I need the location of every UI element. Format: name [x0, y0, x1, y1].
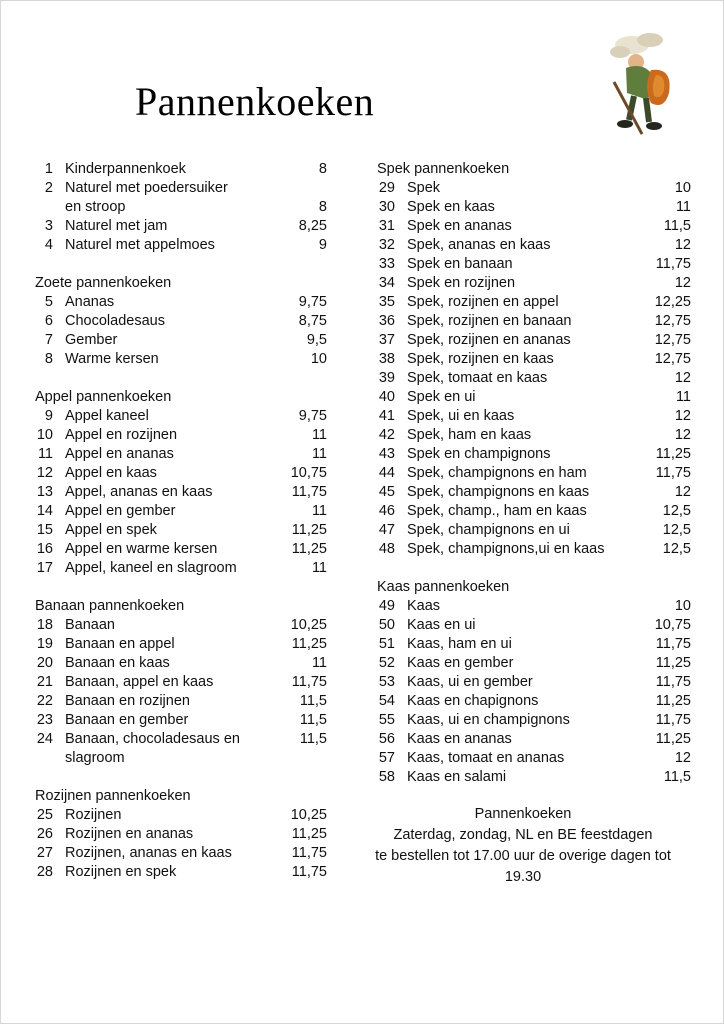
- item-number: 1: [44, 161, 53, 177]
- item-price: 11,5: [663, 769, 691, 785]
- item-price: 8: [318, 161, 327, 177]
- item-name: Spek en rozijnen: [407, 275, 516, 291]
- item-name: Kaas en gember: [407, 655, 514, 671]
- item-name: Banaan, chocoladesaus en: [65, 731, 240, 747]
- item-price: 11,25: [655, 731, 691, 747]
- menu-item: [377, 673, 691, 692]
- menu-item: [377, 502, 691, 521]
- section-header: Zoete pannenkoeken: [35, 275, 172, 291]
- item-number: 4: [44, 237, 53, 253]
- item-number: 5: [44, 294, 53, 310]
- menu-item: [35, 673, 327, 692]
- item-number: 9: [44, 408, 53, 424]
- menu-item: [377, 407, 691, 426]
- item-price: 11,75: [291, 674, 327, 690]
- section-header: Rozijnen pannenkoeken: [35, 788, 191, 804]
- menu-item: [35, 236, 327, 255]
- item-price: 10,25: [290, 617, 327, 633]
- item-number: 42: [378, 427, 395, 443]
- item-name: Spek en ananas: [407, 218, 512, 234]
- item-price: 9,75: [298, 408, 327, 424]
- item-name: Chocoladesaus: [65, 313, 165, 329]
- item-name: Appel en warme kersen: [65, 541, 218, 557]
- menu-rows-left: [35, 160, 327, 882]
- item-name: Spek en kaas: [407, 199, 495, 215]
- item-number: 38: [378, 351, 395, 367]
- footer-note: [355, 804, 691, 888]
- item-number: 37: [378, 332, 395, 348]
- item-price: 11: [311, 655, 327, 671]
- item-name: slagroom: [65, 750, 125, 766]
- item-name: Kaas en ui: [407, 617, 476, 633]
- item-number: 19: [36, 636, 53, 652]
- menu-item: [35, 730, 327, 749]
- item-price: 11,25: [291, 826, 327, 842]
- item-name: Spek, ananas en kaas: [407, 237, 551, 253]
- item-number: 22: [36, 693, 53, 709]
- item-number: 8: [44, 351, 53, 367]
- menu-item: [35, 445, 327, 464]
- menu-item: [377, 331, 691, 350]
- item-number: 54: [378, 693, 395, 709]
- menu-item: [35, 179, 327, 198]
- menu-item: [35, 635, 327, 654]
- item-number: 45: [378, 484, 395, 500]
- item-name: Naturel met jam: [65, 218, 168, 234]
- item-price: 11,5: [299, 712, 327, 728]
- item-price: 10: [674, 180, 691, 196]
- menu-item: [377, 635, 691, 654]
- item-name: Kaas en salami: [407, 769, 507, 785]
- item-name: Spek en ui: [407, 389, 476, 405]
- menu-item: [35, 407, 327, 426]
- menu-item: [35, 483, 327, 502]
- menu-item: [377, 464, 691, 483]
- item-name: Rozijnen en spek: [65, 864, 177, 880]
- item-number: 47: [378, 522, 395, 538]
- item-price: 12,25: [654, 294, 691, 310]
- item-name: Appel en spek: [65, 522, 157, 538]
- item-number: 57: [378, 750, 395, 766]
- item-number: 35: [378, 294, 395, 310]
- item-name: Spek, rozijnen en banaan: [407, 313, 572, 329]
- item-number: 49: [378, 598, 395, 614]
- item-price: 11,25: [655, 446, 691, 462]
- item-number: 36: [378, 313, 395, 329]
- item-price: 11,75: [291, 484, 327, 500]
- footer-line-3: te bestellen tot 17.00 uur de overige dagen tot 19.30: [375, 848, 671, 885]
- item-number: 12: [36, 465, 53, 481]
- item-name: Ananas: [65, 294, 115, 310]
- menu-item: [377, 768, 691, 787]
- item-name: Gember: [65, 332, 118, 348]
- section-header: Banaan pannenkoeken: [35, 598, 185, 614]
- item-number: 39: [378, 370, 395, 386]
- item-number: 46: [378, 503, 395, 519]
- menu-item: [377, 293, 691, 312]
- item-price: 11,5: [299, 731, 327, 747]
- menu-item: [35, 502, 327, 521]
- item-name: Kinderpannenkoek: [65, 161, 186, 177]
- menu-item: [377, 483, 691, 502]
- item-name: Appel en gember: [65, 503, 176, 519]
- item-number: 16: [36, 541, 53, 557]
- item-number: 43: [378, 446, 395, 462]
- item-name: Spek, champignons en kaas: [407, 484, 590, 500]
- menu-item: [35, 559, 327, 578]
- item-price: 12: [674, 408, 691, 424]
- item-number: 13: [36, 484, 53, 500]
- item-name: Spek, champignons,ui en kaas: [407, 541, 605, 557]
- item-number: 33: [378, 256, 395, 272]
- menu-item: [35, 217, 327, 236]
- section-header: Spek pannenkoeken: [377, 161, 510, 177]
- item-name: Banaan en appel: [65, 636, 175, 652]
- item-number: 30: [378, 199, 395, 215]
- item-price: 12,5: [662, 522, 691, 538]
- menu-item: [35, 711, 327, 730]
- item-name: Kaas, ui en champignons: [407, 712, 570, 728]
- item-price: 9,5: [306, 332, 327, 348]
- menu-item: [377, 749, 691, 768]
- item-name: Kaas, tomaat en ananas: [407, 750, 565, 766]
- item-price: 12,5: [662, 541, 691, 557]
- item-price: 11,5: [299, 693, 327, 709]
- menu-item: [35, 749, 327, 768]
- item-price: 11,75: [291, 864, 327, 880]
- item-price: 11,25: [291, 541, 327, 557]
- pancake-seller-illustration: [596, 30, 686, 140]
- item-number: 25: [36, 807, 53, 823]
- menu-item: [35, 540, 327, 559]
- item-number: 34: [378, 275, 395, 291]
- menu-item: [377, 597, 691, 616]
- page-title: Pannenkoeken: [135, 79, 375, 124]
- item-number: 18: [36, 617, 53, 633]
- menu-item: [377, 445, 691, 464]
- item-price: 12: [674, 237, 691, 253]
- menu-item: [35, 521, 327, 540]
- item-price: 11: [311, 503, 327, 519]
- menu-item: [377, 236, 691, 255]
- menu-item: [35, 312, 327, 331]
- item-name: Banaan en rozijnen: [65, 693, 190, 709]
- item-price: 10,75: [654, 617, 691, 633]
- boot-shape: [617, 120, 633, 128]
- item-price: 12: [674, 427, 691, 443]
- item-name: Naturel met poedersuiker: [65, 180, 228, 196]
- item-price: 12: [674, 275, 691, 291]
- item-number: 32: [378, 237, 395, 253]
- menu-item: [377, 179, 691, 198]
- item-name: Rozijnen: [65, 807, 122, 823]
- item-name: Spek: [407, 180, 441, 196]
- item-name: Spek, champignons en ham: [407, 465, 587, 481]
- item-number: 44: [378, 465, 395, 481]
- item-price: 12,5: [662, 503, 691, 519]
- menu-columns: [35, 160, 691, 888]
- menu-item: [377, 255, 691, 274]
- item-price: 10,25: [290, 807, 327, 823]
- item-number: 3: [44, 218, 53, 234]
- item-price: 11,25: [291, 522, 327, 538]
- item-name: Appel en kaas: [65, 465, 157, 481]
- item-name: Spek, tomaat en kaas: [407, 370, 548, 386]
- item-name: Kaas, ui en gember: [407, 674, 533, 690]
- item-name: Kaas en ananas: [407, 731, 512, 747]
- item-name: en stroop: [65, 199, 126, 215]
- item-price: 11,5: [663, 218, 691, 234]
- item-price: 11,75: [655, 712, 691, 728]
- menu-item: [35, 654, 327, 673]
- item-name: Kaas: [407, 598, 441, 614]
- menu-item: [35, 844, 327, 863]
- item-number: 50: [378, 617, 395, 633]
- item-number: 28: [36, 864, 53, 880]
- item-number: 58: [378, 769, 395, 785]
- item-price: 10: [310, 351, 327, 367]
- item-number: 2: [44, 180, 53, 196]
- item-price: 10,75: [290, 465, 327, 481]
- menu-item: [377, 521, 691, 540]
- item-price: 9,75: [298, 294, 327, 310]
- item-price: 10: [674, 598, 691, 614]
- item-name: Spek en banaan: [407, 256, 513, 272]
- item-number: 52: [378, 655, 395, 671]
- menu-item: [35, 426, 327, 445]
- item-price: 11,75: [655, 636, 691, 652]
- menu-item: [35, 616, 327, 635]
- footer-line-1: Pannenkoeken: [474, 806, 572, 822]
- item-price: 11: [675, 389, 691, 405]
- item-name: Banaan: [65, 617, 115, 633]
- item-number: 53: [378, 674, 395, 690]
- item-number: 40: [378, 389, 395, 405]
- item-name: Spek, champignons en ui: [407, 522, 570, 538]
- menu-item: [35, 825, 327, 844]
- item-name: Spek, rozijnen en kaas: [407, 351, 554, 367]
- menu-column-left: [35, 160, 327, 888]
- item-number: 24: [36, 731, 53, 747]
- menu-item: [377, 369, 691, 388]
- item-number: 11: [37, 446, 53, 462]
- menu-item: [377, 312, 691, 331]
- item-number: 56: [378, 731, 395, 747]
- menu-item: [377, 198, 691, 217]
- item-name: Spek en champignons: [407, 446, 551, 462]
- item-name: Spek, ui en kaas: [407, 408, 515, 424]
- item-number: 27: [36, 845, 53, 861]
- menu-item: [35, 692, 327, 711]
- item-name: Warme kersen: [65, 351, 159, 367]
- item-price: 8: [318, 199, 327, 215]
- item-number: 41: [378, 408, 395, 424]
- item-price: 11,75: [655, 674, 691, 690]
- item-number: 6: [44, 313, 53, 329]
- menu-item: [377, 692, 691, 711]
- item-name: Appel, ananas en kaas: [65, 484, 213, 500]
- item-name: Rozijnen, ananas en kaas: [65, 845, 232, 861]
- menu-item: [35, 331, 327, 350]
- item-number: 15: [36, 522, 53, 538]
- item-name: Kaas en chapignons: [407, 693, 539, 709]
- menu-item: [377, 654, 691, 673]
- item-name: Appel kaneel: [65, 408, 149, 424]
- item-price: 12,75: [654, 313, 691, 329]
- menu-item: [377, 426, 691, 445]
- item-number: 7: [44, 332, 53, 348]
- item-name: Spek, champ., ham en kaas: [407, 503, 587, 519]
- item-price: 11,25: [655, 655, 691, 671]
- menu-item: [377, 350, 691, 369]
- item-number: 23: [36, 712, 53, 728]
- menu-item: [35, 806, 327, 825]
- menu-item: [35, 160, 327, 179]
- item-price: 12,75: [654, 351, 691, 367]
- item-name: Banaan en kaas: [65, 655, 170, 671]
- menu-item: [377, 711, 691, 730]
- item-price: 12: [674, 750, 691, 766]
- item-number: 14: [36, 503, 53, 519]
- item-price: 12: [674, 484, 691, 500]
- item-price: 11,25: [291, 636, 327, 652]
- menu-item: [377, 217, 691, 236]
- item-name: Banaan en gember: [65, 712, 189, 728]
- menu-item: [377, 616, 691, 635]
- menu-column-right: [355, 160, 691, 888]
- item-price: 11: [311, 560, 327, 576]
- item-name: Appel en ananas: [65, 446, 174, 462]
- item-number: 20: [36, 655, 53, 671]
- menu-item: [35, 464, 327, 483]
- item-number: 21: [36, 674, 53, 690]
- footer-line-2: Zaterdag, zondag, NL en BE feestdagen: [393, 827, 653, 843]
- item-price: 11,75: [291, 845, 327, 861]
- item-name: Appel, kaneel en slagroom: [65, 560, 237, 576]
- menu-item: [35, 198, 327, 217]
- item-number: 29: [378, 180, 395, 196]
- menu-item: [377, 730, 691, 749]
- item-name: Appel en rozijnen: [65, 427, 178, 443]
- item-price: 11: [311, 427, 327, 443]
- item-price: 8,75: [298, 313, 327, 329]
- item-number: 48: [378, 541, 395, 557]
- item-price: 9: [318, 237, 327, 253]
- item-price: 8,25: [298, 218, 327, 234]
- section-header: Kaas pannenkoeken: [377, 579, 510, 595]
- menu-item: [35, 863, 327, 882]
- item-number: 51: [378, 636, 395, 652]
- item-name: Spek, rozijnen en appel: [407, 294, 559, 310]
- menu-item: [35, 293, 327, 312]
- menu-item: [35, 350, 327, 369]
- item-price: 11: [311, 446, 327, 462]
- item-name: Banaan, appel en kaas: [65, 674, 214, 690]
- item-price: 11,25: [655, 693, 691, 709]
- section-header: Appel pannenkoeken: [35, 389, 172, 405]
- item-name: Naturel met appelmoes: [65, 237, 215, 253]
- item-name: Kaas, ham en ui: [407, 636, 512, 652]
- item-number: 10: [36, 427, 53, 443]
- item-price: 12,75: [654, 332, 691, 348]
- item-price: 11: [675, 199, 691, 215]
- item-price: 11,75: [655, 465, 691, 481]
- item-name: Spek, ham en kaas: [407, 427, 532, 443]
- item-number: 31: [378, 218, 395, 234]
- item-number: 17: [36, 560, 53, 576]
- item-price: 12: [674, 370, 691, 386]
- item-number: 55: [378, 712, 395, 728]
- item-name: Spek, rozijnen en ananas: [407, 332, 571, 348]
- item-number: 26: [36, 826, 53, 842]
- menu-item: [377, 540, 691, 559]
- item-price: 11,75: [655, 256, 691, 272]
- menu-item: [377, 274, 691, 293]
- menu-item: [377, 388, 691, 407]
- item-name: Rozijnen en ananas: [65, 826, 194, 842]
- menu-rows-right: [355, 160, 691, 787]
